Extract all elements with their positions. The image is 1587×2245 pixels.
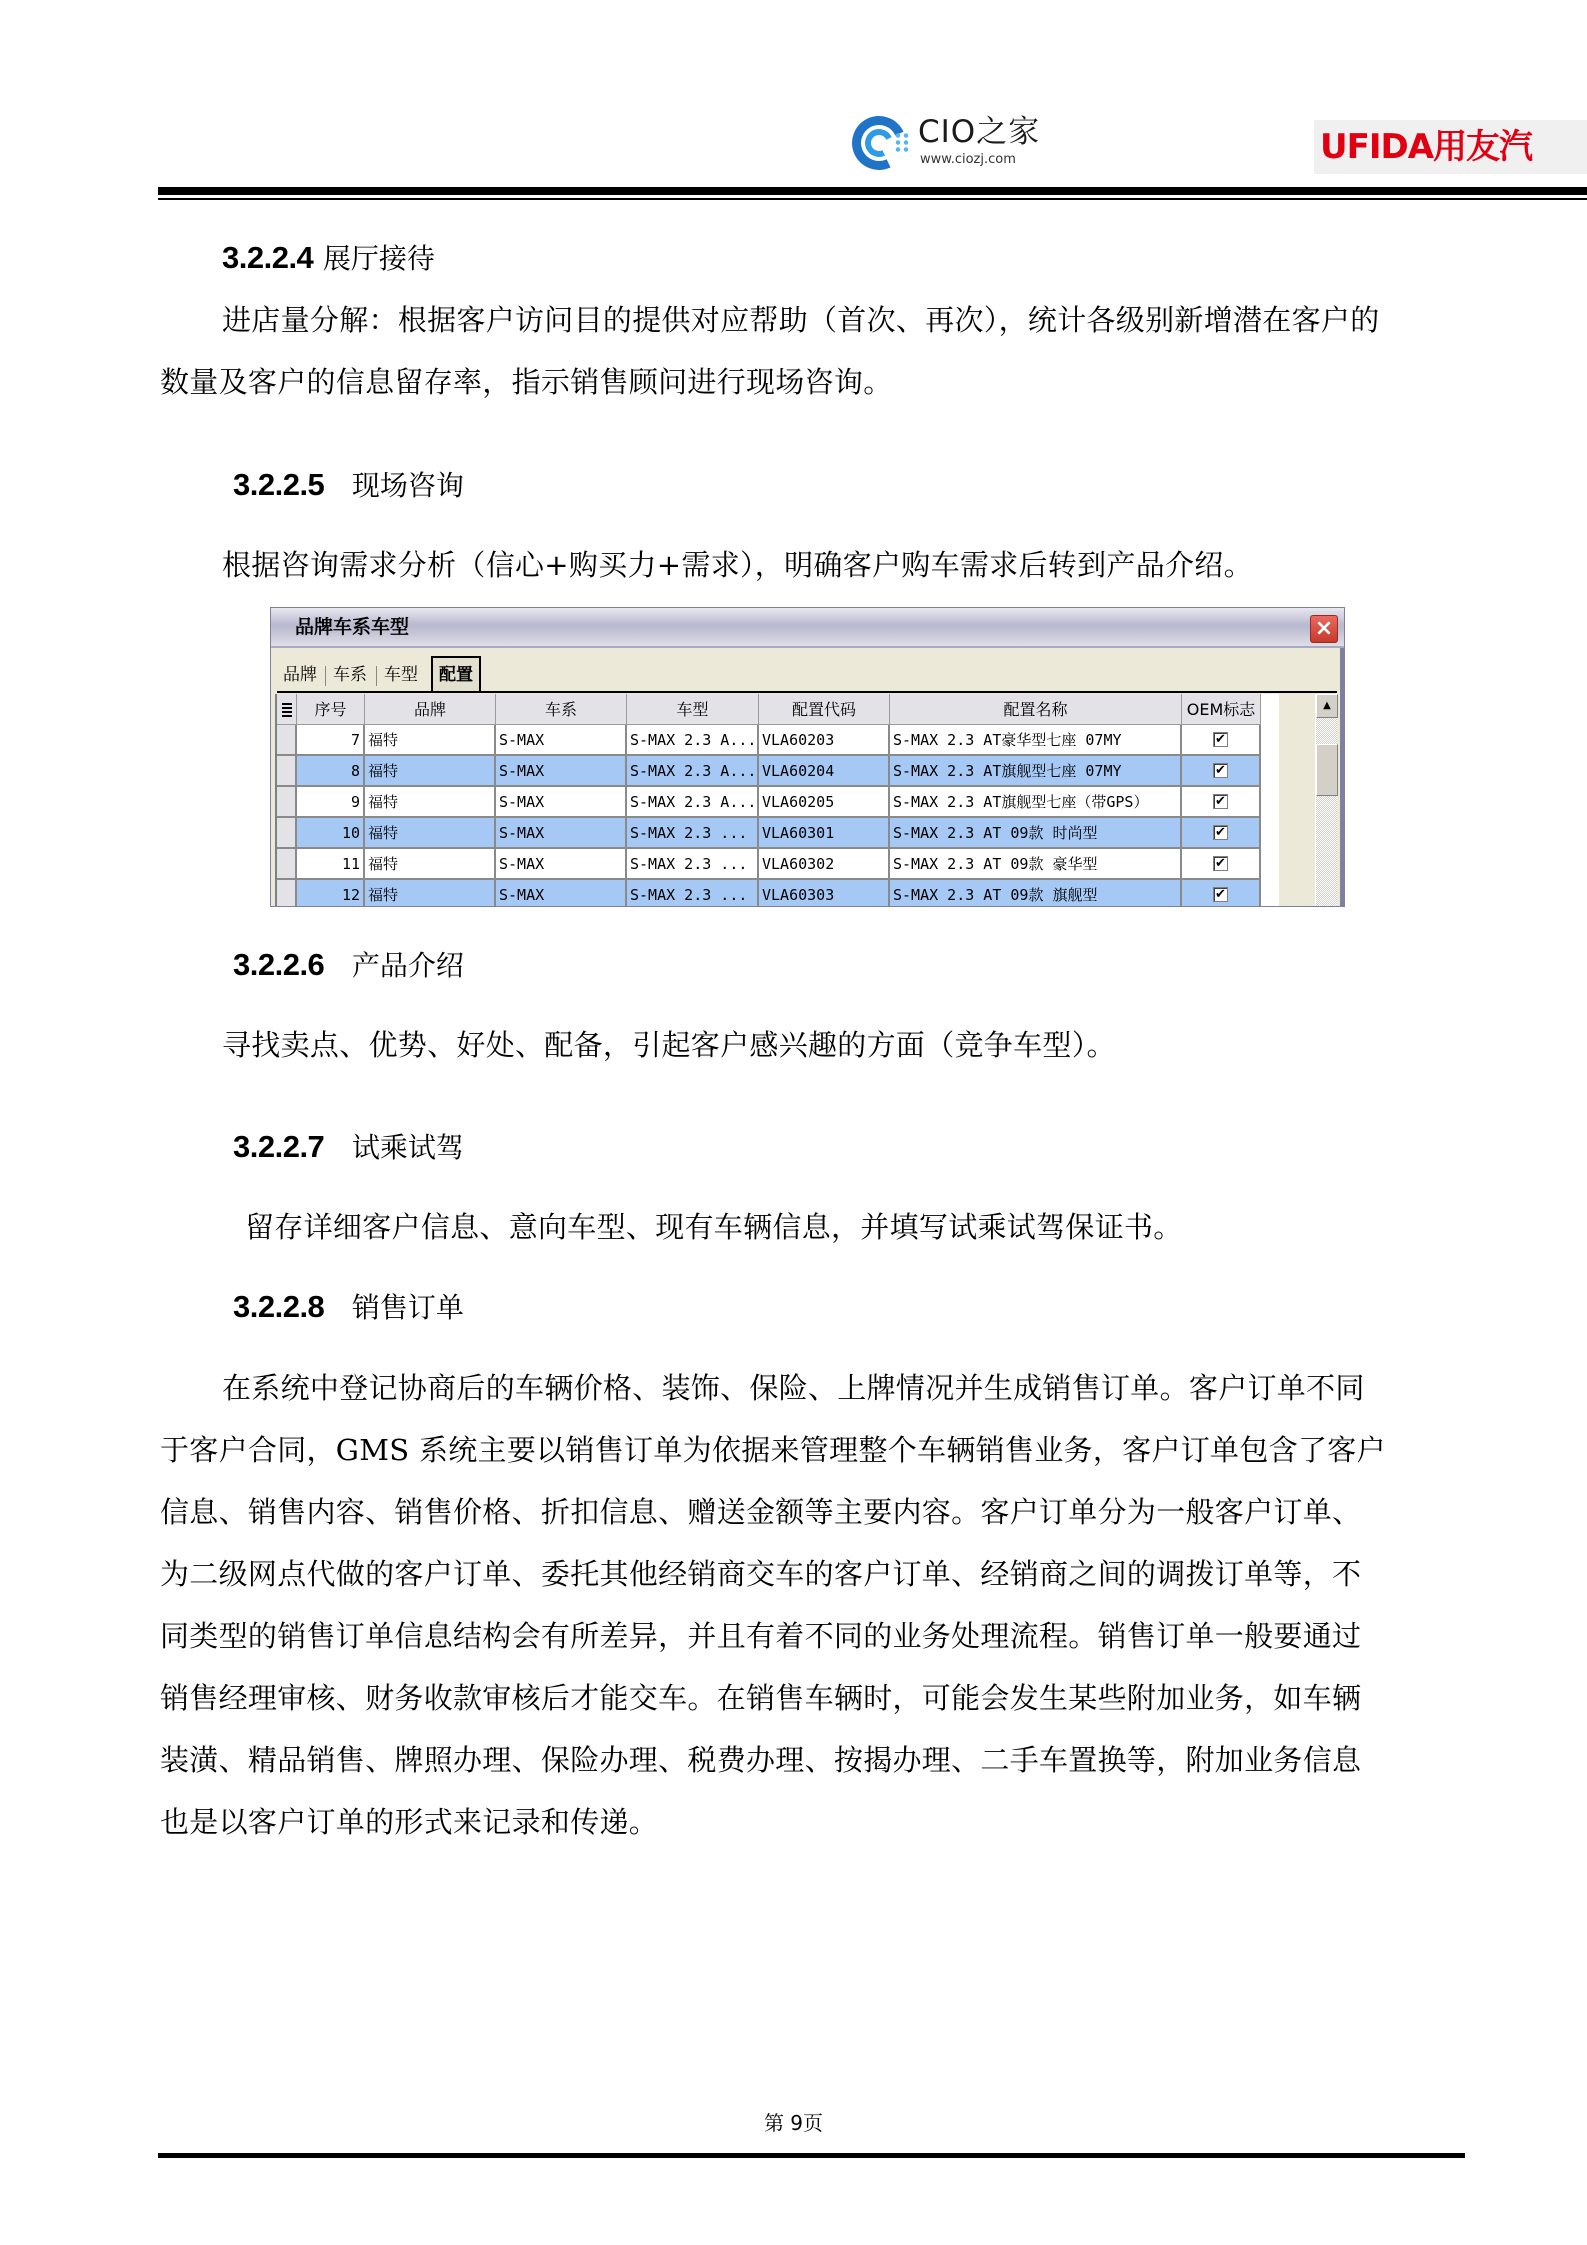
section-heading-3-2-2-5	[233, 465, 464, 506]
column-header-seq[interactable]: 序号	[297, 694, 365, 725]
cell-oem	[1182, 756, 1261, 787]
column-header-series[interactable]: 车系	[496, 694, 627, 725]
paragraph-line: 装潢、精品销售、牌照办理、保险办理、税费办理、按揭办理、二手车置换等，附加业务信息	[160, 1743, 1362, 1777]
section-heading-3-2-2-6	[233, 945, 464, 986]
section-title: 展厅接待	[322, 242, 435, 275]
cell-code: VLA60301	[759, 818, 890, 849]
paragraph-line: 销售经理审核、财务收款审核后才能交车。在销售车辆时，可能会发生某些附加业务，如车辆	[160, 1681, 1362, 1715]
cell-seq: 9	[297, 787, 365, 818]
footer-rule	[158, 2153, 1465, 2158]
grid-header-row	[277, 694, 1281, 725]
section-title: 销售订单	[351, 1291, 464, 1324]
row-selector[interactable]	[277, 849, 297, 880]
section-number: 3.2.2.7	[233, 1129, 325, 1164]
section-number: 3.2.2.6	[233, 947, 325, 982]
cell-series: S-MAX	[496, 818, 627, 849]
oem-checkbox[interactable]: ✔	[1213, 732, 1228, 747]
cell-brand: 福特	[365, 849, 496, 880]
cell-code: VLA60205	[759, 787, 890, 818]
cell-code: VLA60203	[759, 725, 890, 756]
oem-checkbox[interactable]: ✔	[1213, 825, 1228, 840]
oem-checkbox[interactable]: ✔	[1213, 887, 1228, 902]
configuration-grid	[275, 694, 1279, 907]
section-heading-3-2-2-8	[233, 1287, 464, 1328]
cell-series: S-MAX	[496, 849, 627, 880]
column-header-brand[interactable]: 品牌	[365, 694, 496, 725]
oem-checkbox[interactable]: ✔	[1213, 763, 1228, 778]
cell-brand: 福特	[365, 787, 496, 818]
paragraph-line: 根据咨询需求分析（信心+购买力+需求），明确客户购车需求后转到产品介绍。	[222, 548, 1253, 582]
tab-separator	[376, 666, 377, 686]
oem-checkbox[interactable]: ✔	[1213, 856, 1228, 871]
cell-name: S-MAX 2.3 AT 09款 豪华型	[890, 849, 1182, 880]
cio-logo-title: CIO之家	[918, 114, 1041, 150]
cell-name: S-MAX 2.3 AT 09款 时尚型	[890, 818, 1182, 849]
cell-brand: 福特	[365, 880, 496, 907]
scrollbar-thumb[interactable]	[1316, 744, 1338, 796]
section-number: 3.2.2.5	[233, 467, 325, 502]
tab-underline	[277, 691, 1337, 693]
cell-model: S-MAX 2.3 A...	[627, 725, 759, 756]
cio-dots-icon	[894, 132, 910, 152]
paragraph-line: 也是以客户订单的形式来记录和传递。	[160, 1805, 659, 1839]
grid-column-chooser[interactable]	[277, 694, 297, 725]
cell-seq: 12	[297, 880, 365, 907]
section-number: 3.2.2.8	[233, 1289, 325, 1324]
cell-oem	[1182, 725, 1261, 756]
page-header	[0, 0, 1587, 205]
cell-seq: 7	[297, 725, 365, 756]
grid-columns-icon	[282, 703, 292, 717]
vertical-scrollbar[interactable]	[1315, 694, 1337, 907]
cell-code: VLA60303	[759, 880, 890, 907]
column-header-oem[interactable]: OEM标志	[1182, 694, 1261, 725]
tab-bar	[277, 656, 1344, 690]
tab-series[interactable]: 车系	[333, 665, 367, 685]
cell-model: S-MAX 2.3 A...	[627, 756, 759, 787]
window-right-border	[1340, 648, 1344, 907]
cell-model: S-MAX 2.3 A...	[627, 787, 759, 818]
cell-name: S-MAX 2.3 AT旗舰型七座（带GPS）	[890, 787, 1182, 818]
cell-seq: 10	[297, 818, 365, 849]
paragraph-line: 同类型的销售订单信息结构会有所差异，并且有着不同的业务处理流程。销售订单一般要通过	[160, 1619, 1362, 1653]
cell-series: S-MAX	[496, 880, 627, 907]
cell-model: S-MAX 2.3 ...	[627, 880, 759, 907]
column-header-code[interactable]: 配置代码	[759, 694, 890, 725]
paragraph-line: 在系统中登记协商后的车辆价格、装饰、保险、上牌情况并生成销售订单。客户订单不同	[222, 1371, 1365, 1405]
paragraph-line: 留存详细客户信息、意向车型、现有车辆信息，并填写试乘试驾保证书。	[245, 1210, 1183, 1244]
section-heading-3-2-2-7	[233, 1127, 464, 1168]
cell-model: S-MAX 2.3 ...	[627, 818, 759, 849]
cell-oem	[1182, 818, 1261, 849]
paragraph-line: 信息、销售内容、销售价格、折扣信息、赠送金额等主要内容。客户订单分为一般客户订单、	[160, 1495, 1362, 1529]
table-row[interactable]	[277, 725, 1281, 756]
scroll-up-arrow-icon[interactable]: ▲	[1316, 694, 1338, 718]
tab-brand[interactable]: 品牌	[283, 665, 317, 685]
section-number: 3.2.2.4	[222, 240, 314, 275]
cell-name: S-MAX 2.3 AT 09款 旗舰型	[890, 880, 1182, 907]
brand-series-model-window	[270, 607, 1345, 907]
column-header-model[interactable]: 车型	[627, 694, 759, 725]
table-row[interactable]	[277, 787, 1281, 818]
paragraph-line: 数量及客户的信息留存率，指示销售顾问进行现场咨询。	[160, 365, 893, 399]
window-titlebar[interactable]	[271, 608, 1344, 648]
tab-separator	[325, 666, 326, 686]
paragraph-line: 为二级网点代做的客户订单、委托其他经销商交车的客户订单、经销商之间的调拨订单等，不	[160, 1557, 1362, 1591]
row-selector[interactable]	[277, 756, 297, 787]
cell-series: S-MAX	[496, 756, 627, 787]
page-number: 第 9页	[763, 2111, 824, 2135]
paragraph-line: 于客户合同，GMS 系统主要以销售订单为依据来管理整个车辆销售业务，客户订单包含了客户	[160, 1433, 1386, 1467]
cio-logo	[852, 112, 1052, 174]
paragraph-line: 寻找卖点、优势、好处、配备，引起客户感兴趣的方面（竞争车型）。	[222, 1028, 1116, 1062]
paragraph-line: 进店量分解：根据客户访问目的提供对应帮助（首次、再次），统计各级别新增潜在客户的	[222, 303, 1380, 337]
cell-series: S-MAX	[496, 725, 627, 756]
window-title: 品牌车系车型	[295, 616, 410, 638]
section-title: 产品介绍	[351, 949, 464, 982]
ufida-logo: UFIDA用友汽	[1314, 120, 1587, 174]
cell-brand: 福特	[365, 818, 496, 849]
cell-oem	[1182, 787, 1261, 818]
cell-seq: 11	[297, 849, 365, 880]
cell-series: S-MAX	[496, 787, 627, 818]
cell-oem	[1182, 880, 1261, 907]
header-rule-thick	[158, 187, 1587, 195]
section-title: 现场咨询	[351, 469, 464, 502]
row-selector[interactable]	[277, 725, 297, 756]
cell-name: S-MAX 2.3 AT豪华型七座 07MY	[890, 725, 1182, 756]
cell-oem	[1182, 849, 1261, 880]
table-row[interactable]	[277, 818, 1281, 849]
cio-logo-url: www.ciozj.com	[920, 152, 1016, 167]
row-selector[interactable]	[277, 880, 297, 907]
tab-configuration[interactable]: 配置	[431, 656, 481, 692]
table-row[interactable]	[277, 849, 1281, 880]
table-row[interactable]	[277, 756, 1281, 787]
row-selector[interactable]	[277, 787, 297, 818]
tab-model[interactable]: 车型	[384, 665, 418, 685]
cell-brand: 福特	[365, 756, 496, 787]
cell-brand: 福特	[365, 725, 496, 756]
column-header-name[interactable]: 配置名称	[890, 694, 1182, 725]
close-x-icon[interactable]: ×	[1310, 615, 1338, 643]
header-rule-thin	[158, 198, 1587, 200]
table-row[interactable]	[277, 880, 1281, 907]
cell-code: VLA60204	[759, 756, 890, 787]
cell-code: VLA60302	[759, 849, 890, 880]
oem-checkbox[interactable]: ✔	[1213, 794, 1228, 809]
cell-model: S-MAX 2.3 ...	[627, 849, 759, 880]
cell-seq: 8	[297, 756, 365, 787]
cell-name: S-MAX 2.3 AT旗舰型七座 07MY	[890, 756, 1182, 787]
row-selector[interactable]	[277, 818, 297, 849]
section-heading-3-2-2-4	[222, 238, 435, 279]
section-title: 试乘试驾	[351, 1131, 464, 1164]
